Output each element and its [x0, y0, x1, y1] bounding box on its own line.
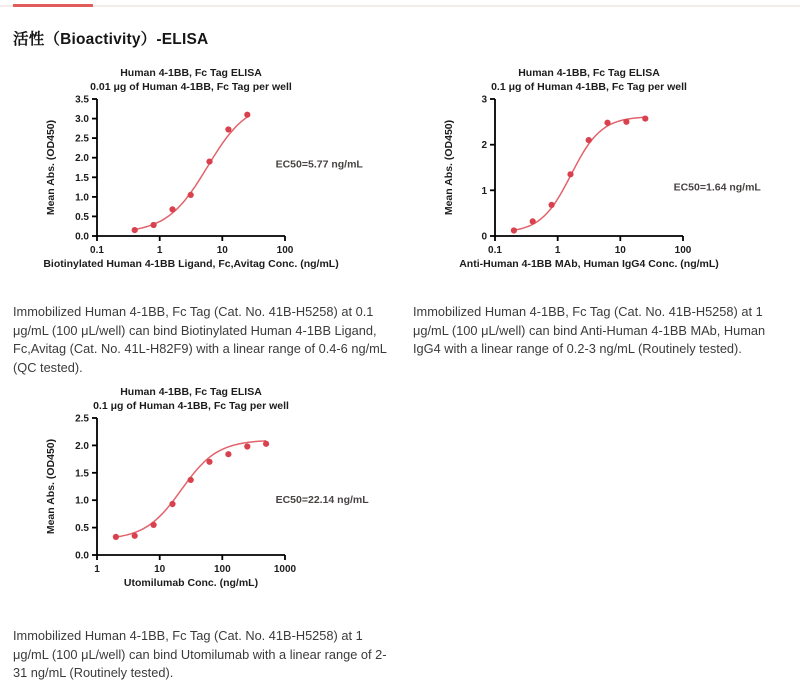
x-tick-label: 0.1: [90, 245, 104, 256]
data-point: [244, 112, 250, 118]
axis: [97, 99, 285, 236]
x-axis-label: Utomilumab Conc. (ng/mL): [123, 577, 259, 589]
y-axis-label: Mean Abs. (OD450): [443, 119, 455, 216]
chart-description: Immobilized Human 4-1BB, Fc Tag (Cat. No. 41B-H5258) at 1 μg/mL (100 μL/well) can bind Utomilumab with a linear range of 2-31 ng/mL (Routinely tested).: [13, 628, 387, 681]
elisa-chart-biotinylated-ligand: [40, 64, 380, 304]
y-tick-label: 2.0: [75, 440, 89, 452]
y-axis-label: Mean Abs. (OD450): [45, 119, 57, 216]
chart-description: Immobilized Human 4-1BB, Fc Tag (Cat. No. 41B-H5258) at 0.1 μg/mL (100 μL/well) can bind Biotinylated Human 4-1BB Ligand, Fc,Avitag (Cat. No. 41L-H82F9) with a linear range of 0.4-6 ng/mL (QC tested).: [13, 304, 387, 375]
chart-subtitle: 0.1 μg of Human 4-1BB, Fc Tag per well: [491, 81, 687, 93]
y-tick-label: 3: [481, 94, 487, 106]
y-tick-label: 0.5: [75, 211, 89, 223]
data-point: [225, 126, 231, 132]
x-tick-label: 100: [674, 245, 692, 256]
fit-curve: [116, 441, 266, 537]
chart-svg: [438, 64, 778, 304]
data-point: [604, 120, 610, 126]
fit-curve: [135, 117, 248, 229]
x-tick-label: 10: [614, 245, 626, 256]
data-point: [188, 192, 194, 198]
y-tick-label: 1.0: [75, 192, 89, 204]
data-point: [206, 159, 212, 165]
chart-title: Human 4-1BB, Fc Tag ELISA: [518, 67, 660, 79]
x-tick-label: 0.1: [488, 245, 502, 256]
x-tick-label: 1000: [273, 564, 297, 575]
ec50-annotation: EC50=5.77 ng/mL: [275, 158, 363, 171]
data-point: [151, 222, 157, 228]
y-axis-label: Mean Abs. (OD450): [45, 438, 57, 535]
x-tick-label: 1: [156, 245, 163, 256]
chart-description: Immobilized Human 4-1BB, Fc Tag (Cat. No. 41B-H5258) at 1 μg/mL (100 μL/well) can bind Anti-Human 4-1BB MAb, Human IgG4 with a linear range of 0.2-3 ng/mL (Routinely tested).: [413, 304, 766, 357]
elisa-chart-utomilumab: [40, 383, 380, 623]
y-tick-label: 2.5: [75, 133, 89, 145]
data-point: [586, 137, 592, 143]
ec50-annotation: EC50=1.64 ng/mL: [673, 181, 761, 194]
data-point: [244, 443, 250, 449]
section-heading: 活性（Bioactivity）-ELISA: [13, 31, 209, 48]
data-point: [132, 227, 138, 233]
chart-subtitle: 0.1 μg of Human 4-1BB, Fc Tag per well: [93, 400, 289, 412]
tab-divider-line: [0, 5, 800, 7]
x-axis-label: Anti-Human 4-1BB MAb, Human IgG4 Conc. (ng/mL): [459, 258, 719, 270]
data-point: [511, 227, 517, 233]
y-tick-label: 1.5: [75, 172, 89, 184]
data-point: [530, 218, 536, 224]
y-tick-label: 2.5: [75, 413, 89, 425]
data-point: [642, 116, 648, 122]
data-point: [169, 501, 175, 507]
y-tick-label: 0.0: [75, 231, 89, 243]
chart-subtitle: 0.01 μg of Human 4-1BB, Fc Tag per well: [90, 81, 292, 93]
data-point: [113, 534, 119, 540]
y-tick-label: 0.5: [75, 523, 89, 535]
data-point: [151, 522, 157, 528]
chart-title: Human 4-1BB, Fc Tag ELISA: [120, 67, 262, 79]
x-tick-label: 100: [276, 245, 294, 256]
fit-curve: [514, 117, 645, 230]
x-tick-label: 1: [94, 564, 100, 575]
y-tick-label: 1: [481, 185, 487, 197]
y-tick-label: 3.5: [75, 94, 89, 106]
data-point: [623, 119, 629, 125]
x-tick-label: 10: [216, 245, 228, 256]
active-tab-indicator: [13, 4, 93, 7]
data-point: [549, 202, 555, 208]
chart-svg: [40, 383, 380, 623]
ec50-annotation: EC50=22.14 ng/mL: [275, 493, 369, 506]
x-tick-label: 100: [213, 564, 231, 575]
data-point: [225, 451, 231, 457]
x-tick-label: 10: [154, 564, 166, 575]
elisa-chart-anti-human-mab: [438, 64, 778, 304]
y-tick-label: 0: [481, 231, 487, 243]
axis: [495, 99, 683, 236]
y-tick-label: 2.0: [75, 153, 89, 165]
y-tick-label: 0.0: [75, 550, 89, 562]
x-tick-label: 1: [554, 245, 561, 256]
data-point: [263, 441, 269, 447]
y-tick-label: 1.5: [75, 468, 89, 480]
chart-title: Human 4-1BB, Fc Tag ELISA: [120, 386, 262, 398]
data-point: [567, 171, 573, 177]
y-tick-label: 1.0: [75, 495, 89, 507]
data-point: [188, 477, 194, 483]
y-tick-label: 3.0: [75, 114, 89, 126]
x-axis-label: Biotinylated Human 4-1BB Ligand, Fc,Avitag Conc. (ng/mL): [43, 258, 339, 270]
chart-svg: [40, 64, 380, 304]
data-point: [132, 533, 138, 539]
axis: [97, 418, 285, 555]
data-point: [169, 206, 175, 212]
data-point: [206, 459, 212, 465]
y-tick-label: 2: [481, 140, 487, 152]
